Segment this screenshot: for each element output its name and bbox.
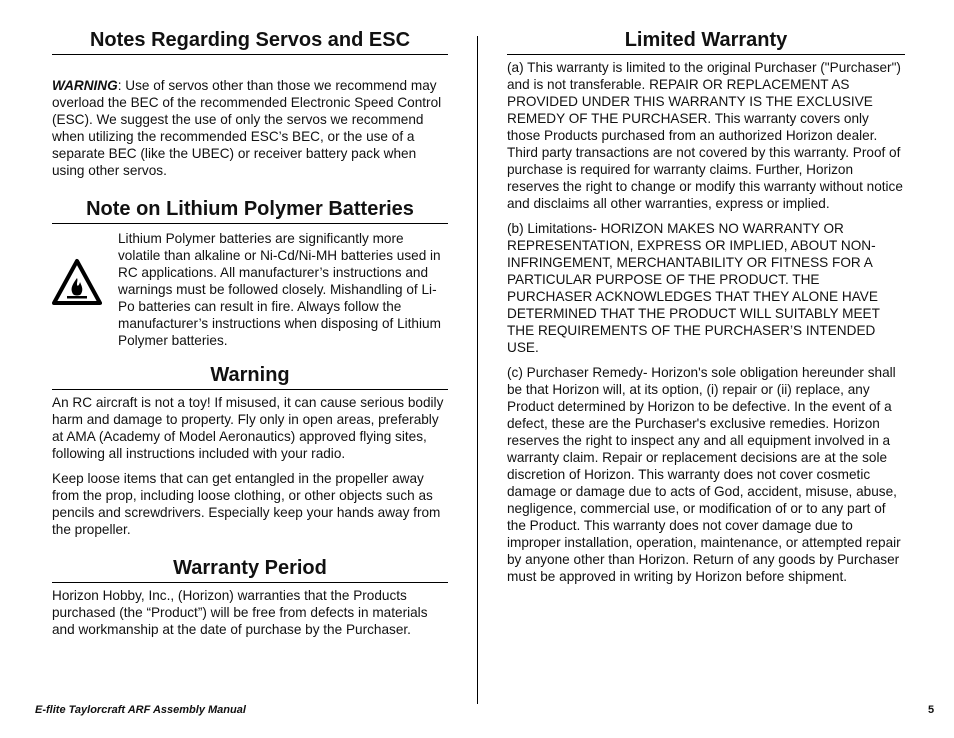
servos-paragraph	[52, 77, 448, 179]
footer-manual-title: E-flite Taylorcraft ARF Assembly Manual	[35, 704, 246, 716]
warranty-paragraph-b: (b) Limitations- HORIZON MAKES NO WARRANTY OR REPRESENTATION, EXPRESS OR IMPLIED, ABOUT NON-INFRINGEMENT, MERCHANTABILITY OR FITNESS FOR A PARTICULAR PURPOSE OF THE PRODUCT. THE PURCHASER ACKNOWLEDGES THAT THEY ALONE HAVE DETERMINED THAT THE PRODUCT WILL SUITABLY MEET THE REQUIREMENTS OF THE PURCHASER’S INTENDED USE.	[507, 221, 880, 355]
warning-label: WARNING	[52, 78, 118, 93]
period-paragraph: Horizon Hobby, Inc., (Horizon) warranties that the Products purchased (the “Product”) will be free from defects in materials and workmanship at the date of purchase by the Purchaser.	[52, 588, 428, 637]
fire-warning-icon	[52, 258, 102, 313]
lipo-heading: Note on Lithium Polymer Batteries	[52, 197, 448, 224]
page-number: 5	[928, 704, 935, 716]
right-column	[507, 28, 905, 585]
limited-warranty-heading: Limited Warranty	[507, 28, 905, 55]
period-heading: Warranty Period	[52, 556, 448, 583]
warranty-paragraph-a: (a) This warranty is limited to the original Purchaser ("Purchaser") and is not transferable. REPAIR OR REPLACEMENT AS PROVIDED UNDER THIS WARRANTY IS THE EXCLUSIVE REMEDY OF THE PURCHASER. This warranty covers only those Products purchased from an authorized Horizon dealer. Third party transactions are not covered by this warranty. Proof of purchase is required for warranty claims. Further, Horizon reserves the right to change or modify this warranty without notice and disclaims all other warranties, express or implied.	[507, 60, 903, 211]
column-divider	[477, 36, 478, 704]
lipo-section	[52, 230, 448, 349]
warning-paragraph-1: An RC aircraft is not a toy! If misused, it can cause serious bodily harm and damage to property. Fly only in open areas, preferably at AMA (Academy of Model Aeronautics) approved flying sites, following all instructions included with your radio.	[52, 395, 444, 461]
lipo-paragraph: Lithium Polymer batteries are significantly more volatile than alkaline or Ni-Cd/Ni-MH batteries used in RC applications. All manufacturer’s instructions and warnings must be followed closely. Mishandling of Li-Po batteries can result in fire. Always follow the manufacturer’s instructions when disposing of Lithium Polymer batteries.	[118, 231, 441, 348]
warranty-paragraph-c: (c) Purchaser Remedy- Horizon's sole obligation hereunder shall be that Horizon will, at its option, (i) repair or (ii) replace, any Product determined by Horizon to be defective. In the event of a defect, these are the Purchaser's exclusive remedies. Horizon reserves the right to inspect any and all equipment involved in a warranty claim. Repair or replacement decisions are at the sole discretion of Horizon. This warranty does not cover cosmetic damage or damage due to acts of God, accident, misuse, abuse, negligence, commercial use, or modification of or to any part of the Product. This warranty does not cover damage due to improper installation, operation, maintenance, or attempted repair by anyone other than Horizon. Return of any goods by Purchaser must be approved in writing by Horizon before shipment.	[507, 365, 901, 584]
left-column	[52, 28, 448, 638]
servos-heading: Notes Regarding Servos and ESC	[52, 28, 448, 55]
warning-paragraph-2: Keep loose items that can get entangled in the propeller away from the prop, including loose clothing, or other objects such as pencils and screwdrivers. Especially keep your hands away from the propeller.	[52, 471, 441, 537]
warning-heading: Warning	[52, 363, 448, 390]
servos-body: : Use of servos other than those we recommend may overload the BEC of the recommended Electronic Speed Control (ESC). We suggest the use of only the servos we recommend when utilizing the recommended ESC’s BEC, or the use of a separate BEC (like the UBEC) or receiver battery pack when using other servos.	[52, 78, 442, 178]
